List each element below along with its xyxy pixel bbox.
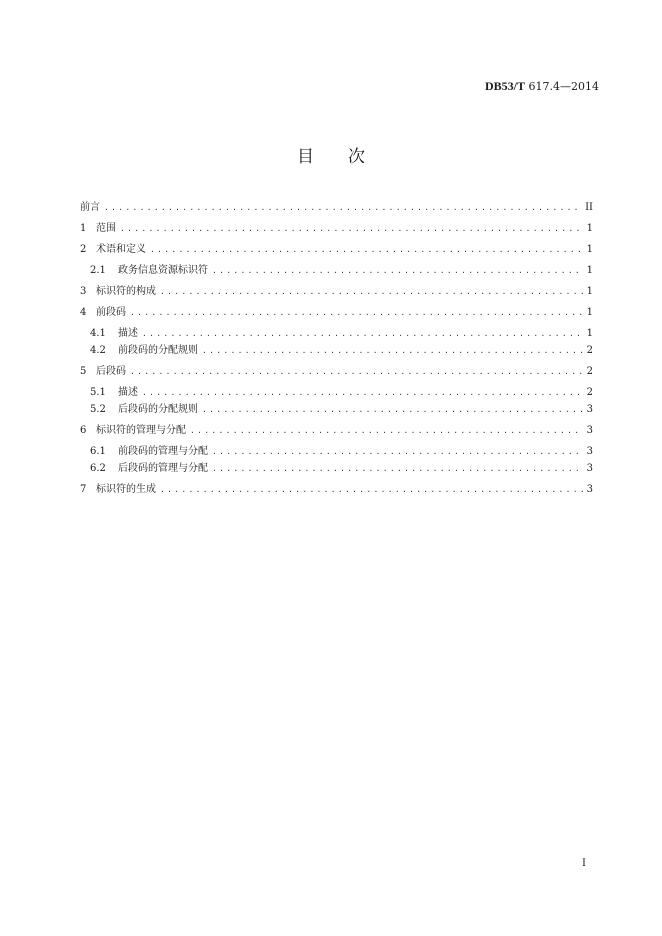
- toc-entry-label: 前段码的管理与分配: [118, 446, 208, 457]
- toc-title-char-2: 次: [348, 147, 365, 167]
- toc-entry-page: 2: [586, 345, 593, 356]
- toc-entry-page: 1: [586, 328, 593, 339]
- toc-leader-dots: [210, 443, 583, 460]
- toc-entry-label: 描述: [118, 328, 138, 339]
- toc-entry-label: 术语和定义: [96, 244, 146, 255]
- document-code-prefix: DB53/T: [484, 79, 525, 93]
- toc-entry-1[interactable]: [80, 220, 593, 237]
- toc-leader-dots: [158, 283, 583, 300]
- toc-leader-dots: [102, 199, 581, 216]
- toc-entry-label: 前言: [80, 202, 100, 213]
- toc-entry-number: 6: [80, 425, 87, 436]
- toc-entry-preface[interactable]: [80, 199, 593, 216]
- toc-entry-label: 前段码: [96, 307, 126, 318]
- toc-leader-dots: [140, 384, 583, 401]
- toc-entry-label: 描述: [118, 387, 138, 398]
- toc-title-char-1: 目: [297, 147, 314, 167]
- toc-leader-dots: [128, 304, 583, 321]
- toc-entry-page: 3: [586, 404, 593, 415]
- toc-entry-2-1[interactable]: [80, 262, 593, 279]
- toc-entry-page: 3: [586, 463, 593, 474]
- toc-entry-number: 2.1: [90, 265, 106, 276]
- table-of-contents: [80, 199, 593, 498]
- toc-entry-number: 4.1: [90, 328, 106, 339]
- toc-leader-dots: [188, 422, 583, 439]
- footer-page-number: I: [582, 858, 586, 869]
- toc-leader-dots: [118, 220, 583, 237]
- toc-leader-dots: [200, 342, 583, 359]
- toc-entry-number: 1: [80, 223, 87, 234]
- toc-entry-page: 1: [586, 286, 593, 297]
- toc-entry-3[interactable]: [80, 283, 593, 300]
- toc-entry-number: 7: [80, 484, 87, 495]
- toc-entry-number: 3: [80, 286, 87, 297]
- toc-entry-page: 1: [586, 223, 593, 234]
- toc-entry-number: 5.1: [90, 387, 106, 398]
- toc-entry-label: 前段码的分配规则: [118, 345, 198, 356]
- toc-leader-dots: [158, 481, 583, 498]
- toc-entry-label: 后段码的分配规则: [118, 404, 198, 415]
- toc-entry-page: 3: [586, 484, 593, 495]
- toc-leader-dots: [210, 460, 583, 477]
- toc-entry-number: 5.2: [90, 404, 106, 415]
- toc-entry-label: 后段码的管理与分配: [118, 463, 208, 474]
- toc-entry-label: 范围: [96, 223, 116, 234]
- toc-entry-number: 2: [80, 244, 87, 255]
- toc-entry-label: 标识符的构成: [96, 286, 156, 297]
- toc-entry-6-2[interactable]: [80, 460, 593, 477]
- toc-entry-page: 2: [586, 387, 593, 398]
- toc-title: [0, 146, 662, 168]
- toc-entry-label: 标识符的生成: [96, 484, 156, 495]
- toc-entry-number: 6.1: [90, 446, 106, 457]
- toc-entry-5-1[interactable]: [80, 384, 593, 401]
- toc-entry-number: 5: [80, 366, 87, 377]
- toc-entry-5-2[interactable]: [80, 401, 593, 418]
- toc-entry-6[interactable]: [80, 422, 593, 439]
- toc-entry-page: 3: [586, 446, 593, 457]
- toc-entry-page: 1: [586, 265, 593, 276]
- toc-entry-page: 3: [586, 425, 593, 436]
- toc-leader-dots: [148, 241, 583, 258]
- toc-leader-dots: [210, 262, 583, 279]
- toc-entry-4[interactable]: [80, 304, 593, 321]
- toc-entry-page: 2: [586, 366, 593, 377]
- toc-entry-label: 后段码: [96, 366, 126, 377]
- toc-entry-number: 4.2: [90, 345, 106, 356]
- toc-entry-4-2[interactable]: [80, 342, 593, 359]
- toc-entry-number: 4: [80, 307, 87, 318]
- document-code-number: 617.4—2014: [528, 80, 599, 93]
- toc-entry-5[interactable]: [80, 363, 593, 380]
- toc-entry-7[interactable]: [80, 481, 593, 498]
- toc-entry-2[interactable]: [80, 241, 593, 258]
- toc-entry-page: 1: [586, 244, 593, 255]
- document-code: [485, 79, 599, 94]
- toc-leader-dots: [200, 401, 583, 418]
- toc-leader-dots: [140, 325, 583, 342]
- toc-entry-4-1[interactable]: [80, 325, 593, 342]
- toc-entry-page: 1: [586, 307, 593, 318]
- toc-leader-dots: [128, 363, 583, 380]
- toc-entry-label: 政务信息资源标识符: [118, 265, 208, 276]
- toc-entry-label: 标识符的管理与分配: [96, 425, 186, 436]
- toc-entry-number: 6.2: [90, 463, 106, 474]
- toc-entry-page: II: [585, 202, 593, 213]
- toc-entry-6-1[interactable]: [80, 443, 593, 460]
